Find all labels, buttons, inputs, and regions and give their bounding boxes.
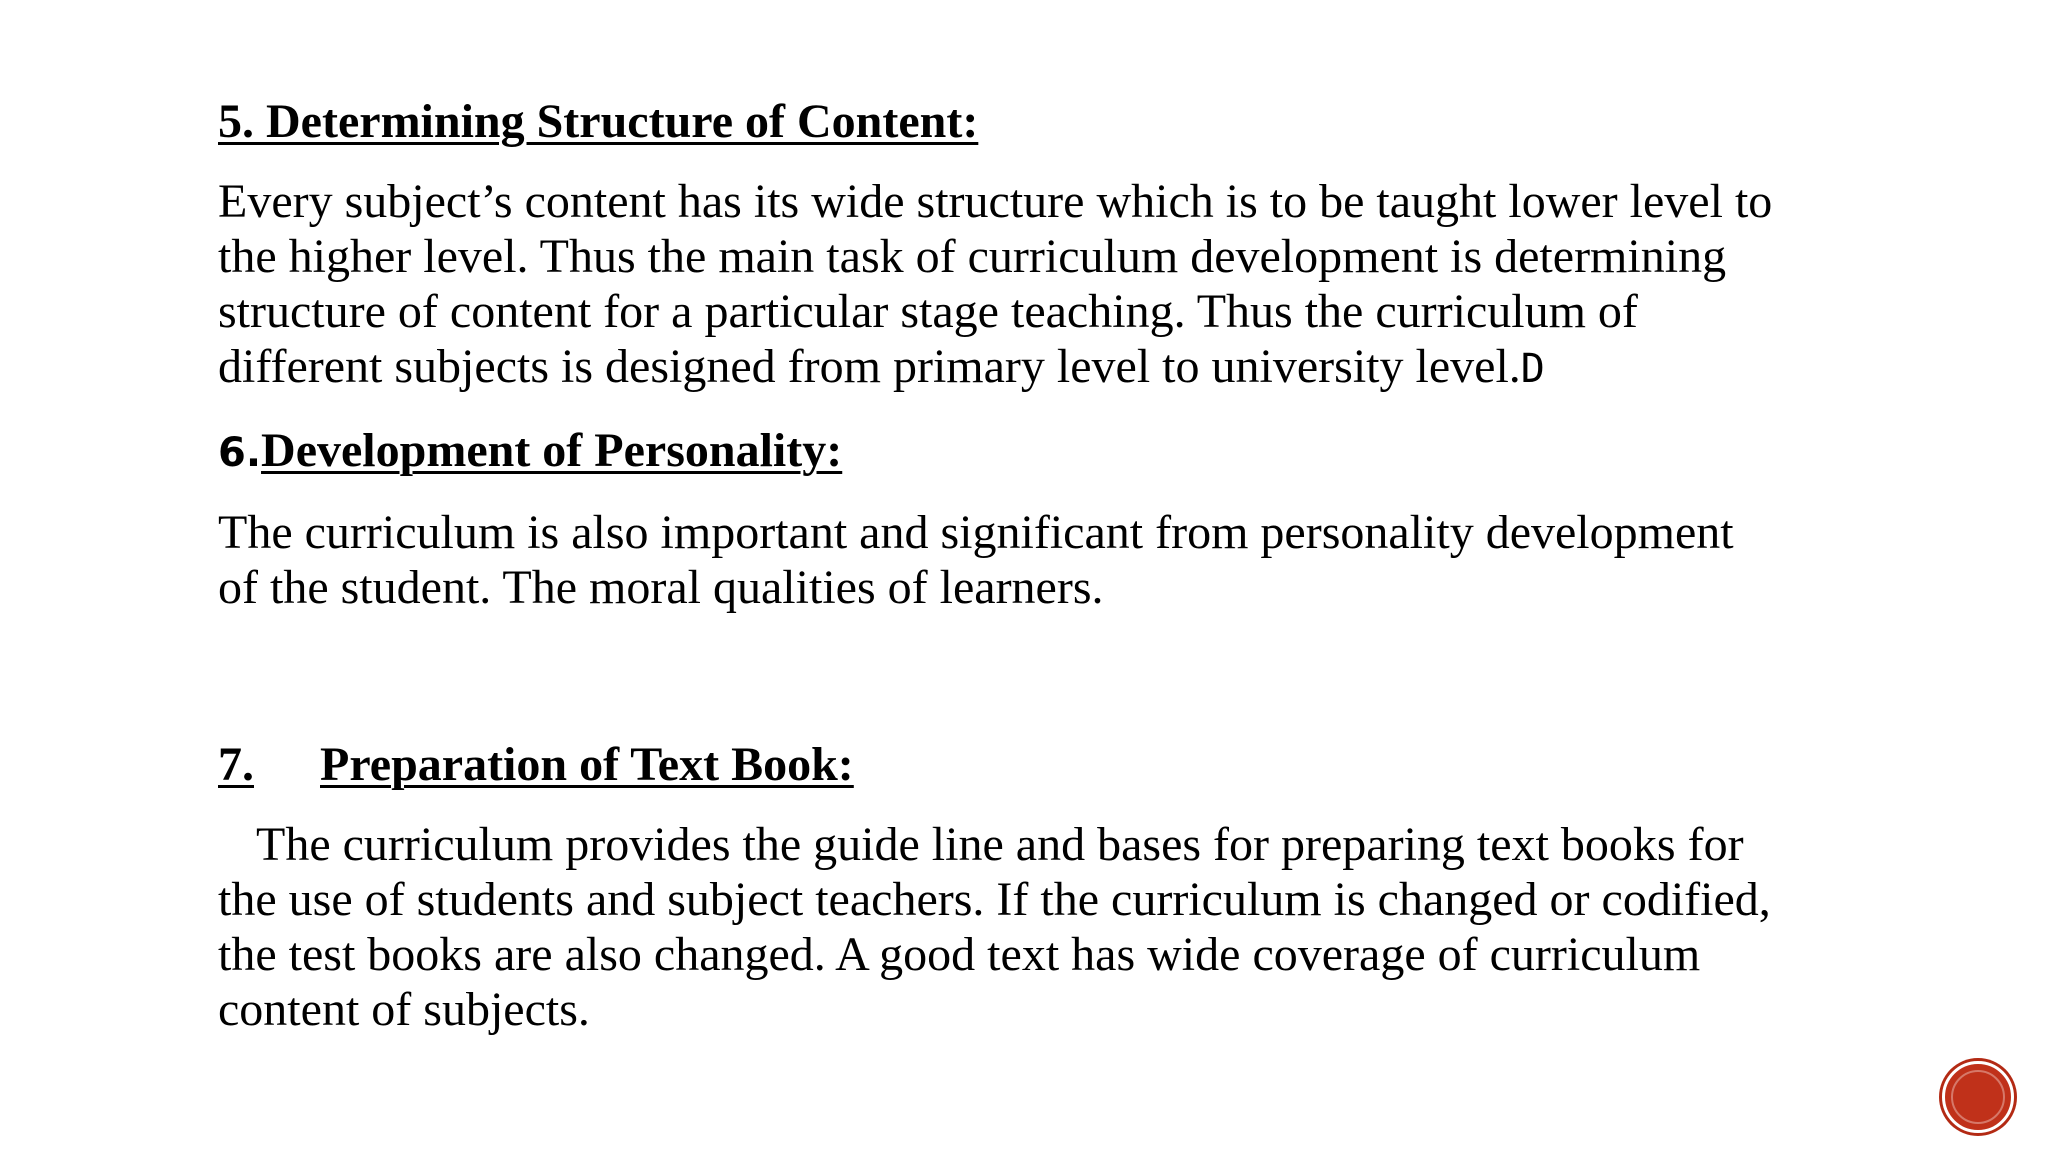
section-5-line-2: the higher level. Thus the main task of curriculum development is determining — [218, 230, 1727, 283]
section-7-line-1: The curriculum provides the guide line and bases for preparing text books for — [256, 818, 1744, 871]
section-6-number: 6. — [218, 430, 262, 476]
section-7-body — [218, 817, 1938, 1037]
section-7-heading — [218, 737, 1938, 793]
section-5-title: Determining Structure of Content: — [254, 95, 979, 148]
section-5-trailing-char: D — [1520, 346, 1545, 392]
section-5-line-1: Every subject’s content has its wide structure which is to be taught lower level to — [218, 175, 1773, 228]
section-6-heading — [218, 423, 1938, 481]
slide-nav-button[interactable] — [1942, 1061, 2014, 1133]
section-6-body — [218, 505, 1938, 615]
circle-nav-icon — [1951, 1070, 2005, 1124]
section-7-line-2: the use of students and subject teachers. If the curriculum is changed or codified, — [218, 873, 1771, 926]
section-6-line-2: of the student. The moral qualities of learners. — [218, 561, 1104, 614]
section-7-title: Preparation of Text Book: — [320, 738, 854, 791]
section-7-line-4: content of subjects. — [218, 983, 590, 1036]
section-5-body — [218, 174, 1938, 397]
section-7-line-3: the test books are also changed. A good text has wide coverage of curriculum — [218, 928, 1701, 981]
section-5-line-3: structure of content for a particular stage teaching. Thus the curriculum of — [218, 285, 1638, 338]
section-6-line-1: The curriculum is also important and significant from personality development — [218, 506, 1734, 559]
slide-content — [218, 94, 1938, 1037]
section-5-heading — [218, 94, 1938, 150]
section-7-number: 7. — [218, 738, 254, 791]
section-6-title: Development of Personality: — [261, 424, 843, 477]
section-5-number: 5. — [218, 95, 254, 148]
section-5-line-4: different subjects is designed from primary level to university level. — [218, 340, 1521, 393]
